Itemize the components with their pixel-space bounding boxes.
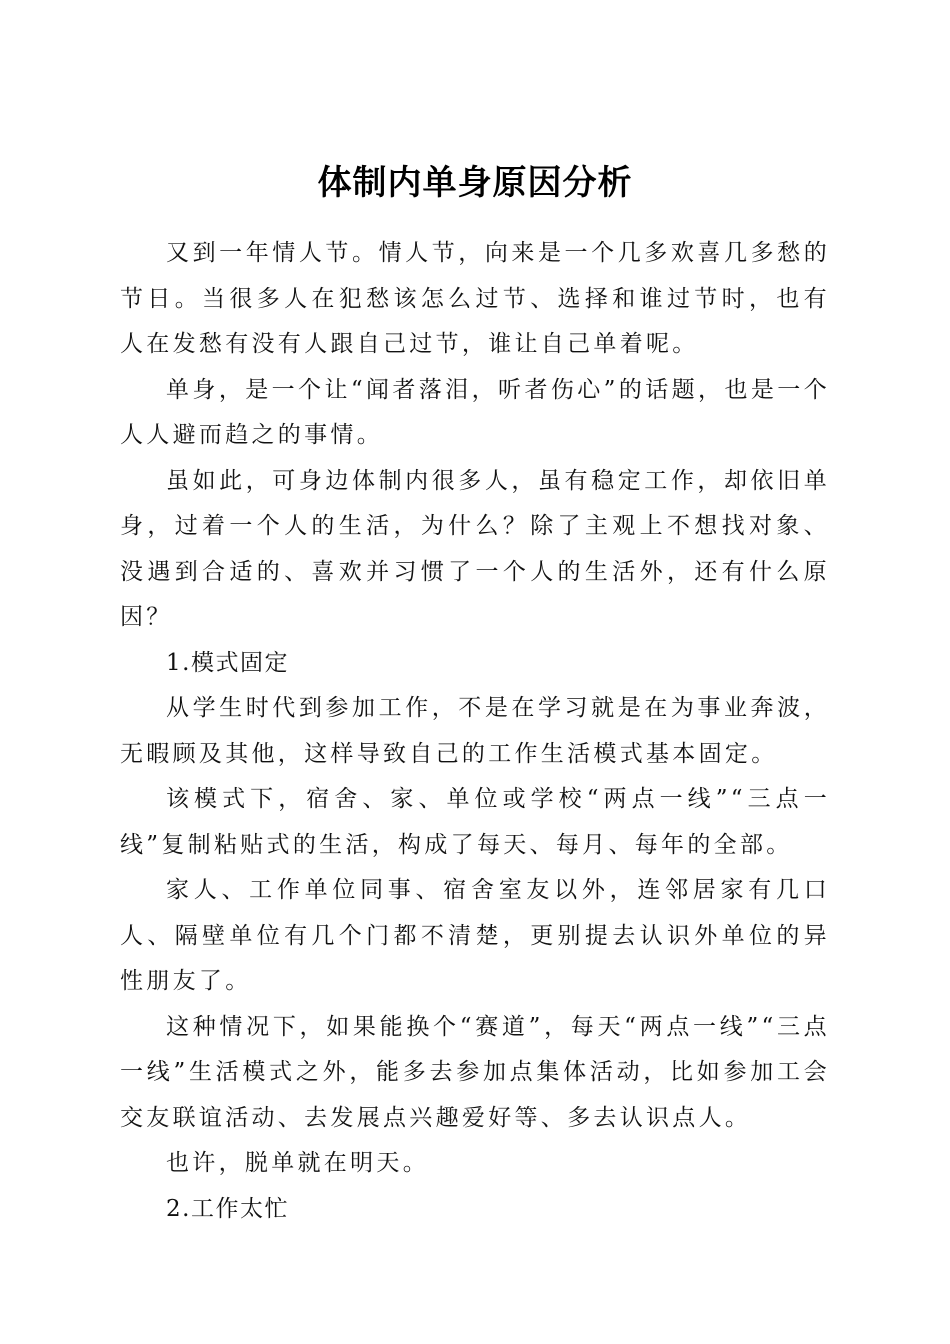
document-title: 体制内单身原因分析 — [317, 162, 633, 203]
paragraph-tomorrow: 也许，脱单就在明天。 — [166, 1150, 429, 1176]
paragraph-two-points-one-line: 该模式下，宿舍、家、单位或学校“两点一线”“三点一线”复制粘贴式的生活，构成了每天、每月、每年的全部。 — [120, 786, 830, 858]
paragraph-single-topic: 单身，是一个让“闻者落泪，听者伤心”的话题，也是一个人人避而趋之的事情。 — [120, 376, 830, 448]
paragraph-question: 虽如此，可身边体制内很多人，虽有稳定工作，却依旧单身，过着一个人的生活，为什么？除了主观上不想找对象、没遇到合适的、喜欢并习惯了一个人的生活外，还有什么原因？ — [120, 467, 830, 630]
paragraph-change-track: 这种情况下，如果能换个“赛道”，每天“两点一线”“三点一线”生活模式之外，能多去参加点集体活动，比如参加工会交友联谊活动、去发展点兴趣爱好等、多去认识点人。 — [120, 1013, 830, 1131]
paragraph-intro: 又到一年情人节。情人节，向来是一个几多欢喜几多愁的节日。当很多人在犯愁该怎么过节、选择和谁过节时，也有人在发愁有没有人跟自己过节，谁让自己单着呢。 — [120, 240, 830, 357]
section-heading-2: 2.工作太忙 — [166, 1195, 289, 1222]
section-heading-1: 1.模式固定 — [166, 649, 289, 676]
paragraph-social-circle: 家人、工作单位同事、宿舍室友以外，连邻居家有几口人、隔壁单位有几个门都不清楚，更别提去认识外单位的异性朋友了。 — [120, 877, 830, 994]
paragraph-fixed-mode: 从学生时代到参加工作，不是在学习就是在为事业奔波，无暇顾及其他，这样导致自己的工作生活模式基本固定。 — [120, 695, 830, 767]
document-body — [120, 231, 830, 1232]
